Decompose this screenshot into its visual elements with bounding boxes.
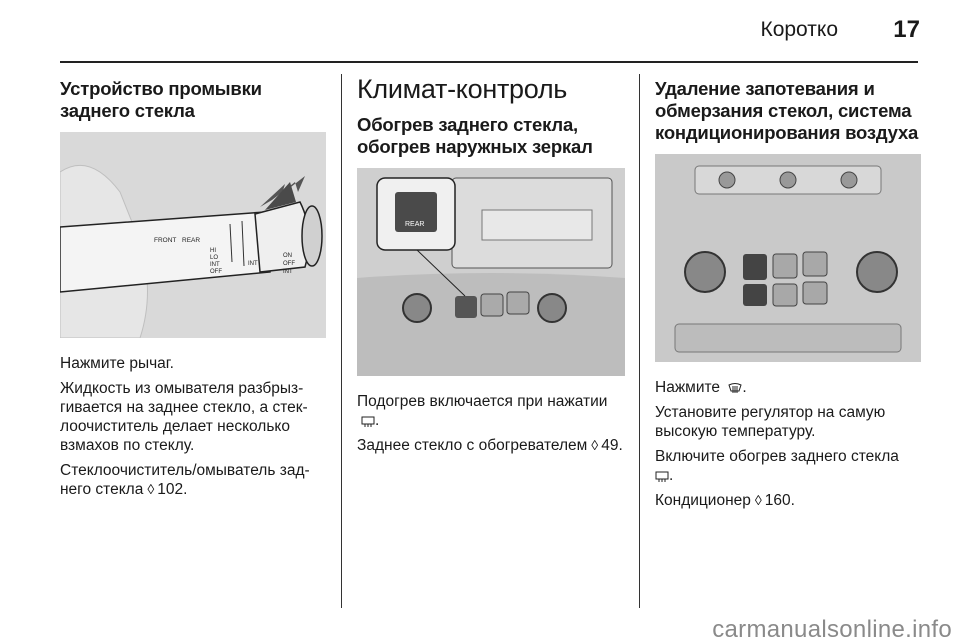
reference-icon: ◊ xyxy=(147,481,155,497)
air-conditioner-reference xyxy=(655,491,921,510)
label-lo: LO xyxy=(210,255,219,261)
label-rear-button: REAR xyxy=(405,221,425,228)
page-header xyxy=(0,0,960,62)
label-int2: INT xyxy=(283,269,293,275)
press-defog-text xyxy=(655,378,921,397)
rear-washer-reference xyxy=(60,461,326,499)
heater-period: . xyxy=(375,412,380,429)
defog-heading: Удаление запотевания и обмерзания стекол, система кондиционирования воздуха xyxy=(655,78,919,143)
watermark-link[interactable]: carmanualsonline.info xyxy=(712,616,952,642)
instruction-press-lever: Нажмите рычаг. xyxy=(60,355,174,372)
reference-page: 49. xyxy=(601,437,623,454)
climate-control-title: Климат-контроль xyxy=(357,74,568,104)
label-off2: OFF xyxy=(283,261,295,267)
washer-description: Жидкость из омывателя разбрыз-гивается на заднее стекло, а стек-лоочиститель делает несколько взмахов по стеклу. xyxy=(60,380,308,454)
rear-heater-on-label: Включите обогрев заднего стекла xyxy=(655,448,899,465)
rear-washer-heading: Устройство промывки заднего стекла xyxy=(60,78,262,121)
windscreen-defrost-icon xyxy=(728,382,742,394)
press-period: . xyxy=(742,379,747,396)
label-int-button: INT xyxy=(248,261,258,267)
rear-heater-on-text xyxy=(655,447,921,485)
rear-defrost-icon xyxy=(655,470,669,482)
column-defog xyxy=(655,78,921,510)
column-divider-2 xyxy=(639,74,640,608)
reference-icon: ◊ xyxy=(591,437,599,453)
reference-page: 160. xyxy=(764,492,795,509)
label-on: ON xyxy=(283,253,292,259)
heated-rear-window-text: Заднее стекло с обогревателем xyxy=(357,437,588,454)
wiper-lever-illustration xyxy=(60,132,326,338)
defog-panel-illustration xyxy=(655,154,921,362)
column-rear-washer xyxy=(60,78,326,499)
column-climate-control xyxy=(357,74,625,455)
reference-text: Стеклоочиститель/омыватель зад-него стекла xyxy=(60,462,310,498)
label-front: FRONT xyxy=(154,237,177,244)
column-divider-1 xyxy=(341,74,342,608)
label-off: OFF xyxy=(210,269,222,275)
label-int: INT xyxy=(210,262,220,268)
air-conditioner-text: Кондиционер xyxy=(655,492,751,509)
page-number: 17 xyxy=(893,16,920,43)
section-title: Коротко xyxy=(760,18,838,41)
rear-defrost-icon xyxy=(361,415,375,427)
heated-rear-window-reference xyxy=(357,436,625,455)
label-hi: HI xyxy=(210,248,216,254)
reference-icon: ◊ xyxy=(754,492,762,508)
rear-heater-heading: Обогрев заднего стекла, обогрев наружных зеркал xyxy=(357,114,593,157)
heater-activation-label: Подогрев включается при нажатии xyxy=(357,393,608,410)
label-rear: REAR xyxy=(182,237,201,244)
rear-heater-period: . xyxy=(669,467,674,484)
press-label: Нажмите xyxy=(655,379,721,396)
header-rule xyxy=(60,61,918,63)
set-temperature-text: Установите регулятор на самую высокую температуру. xyxy=(655,404,886,440)
heater-activation-text xyxy=(357,392,625,430)
climate-panel-illustration xyxy=(357,168,625,376)
reference-page: 102. xyxy=(157,481,188,498)
